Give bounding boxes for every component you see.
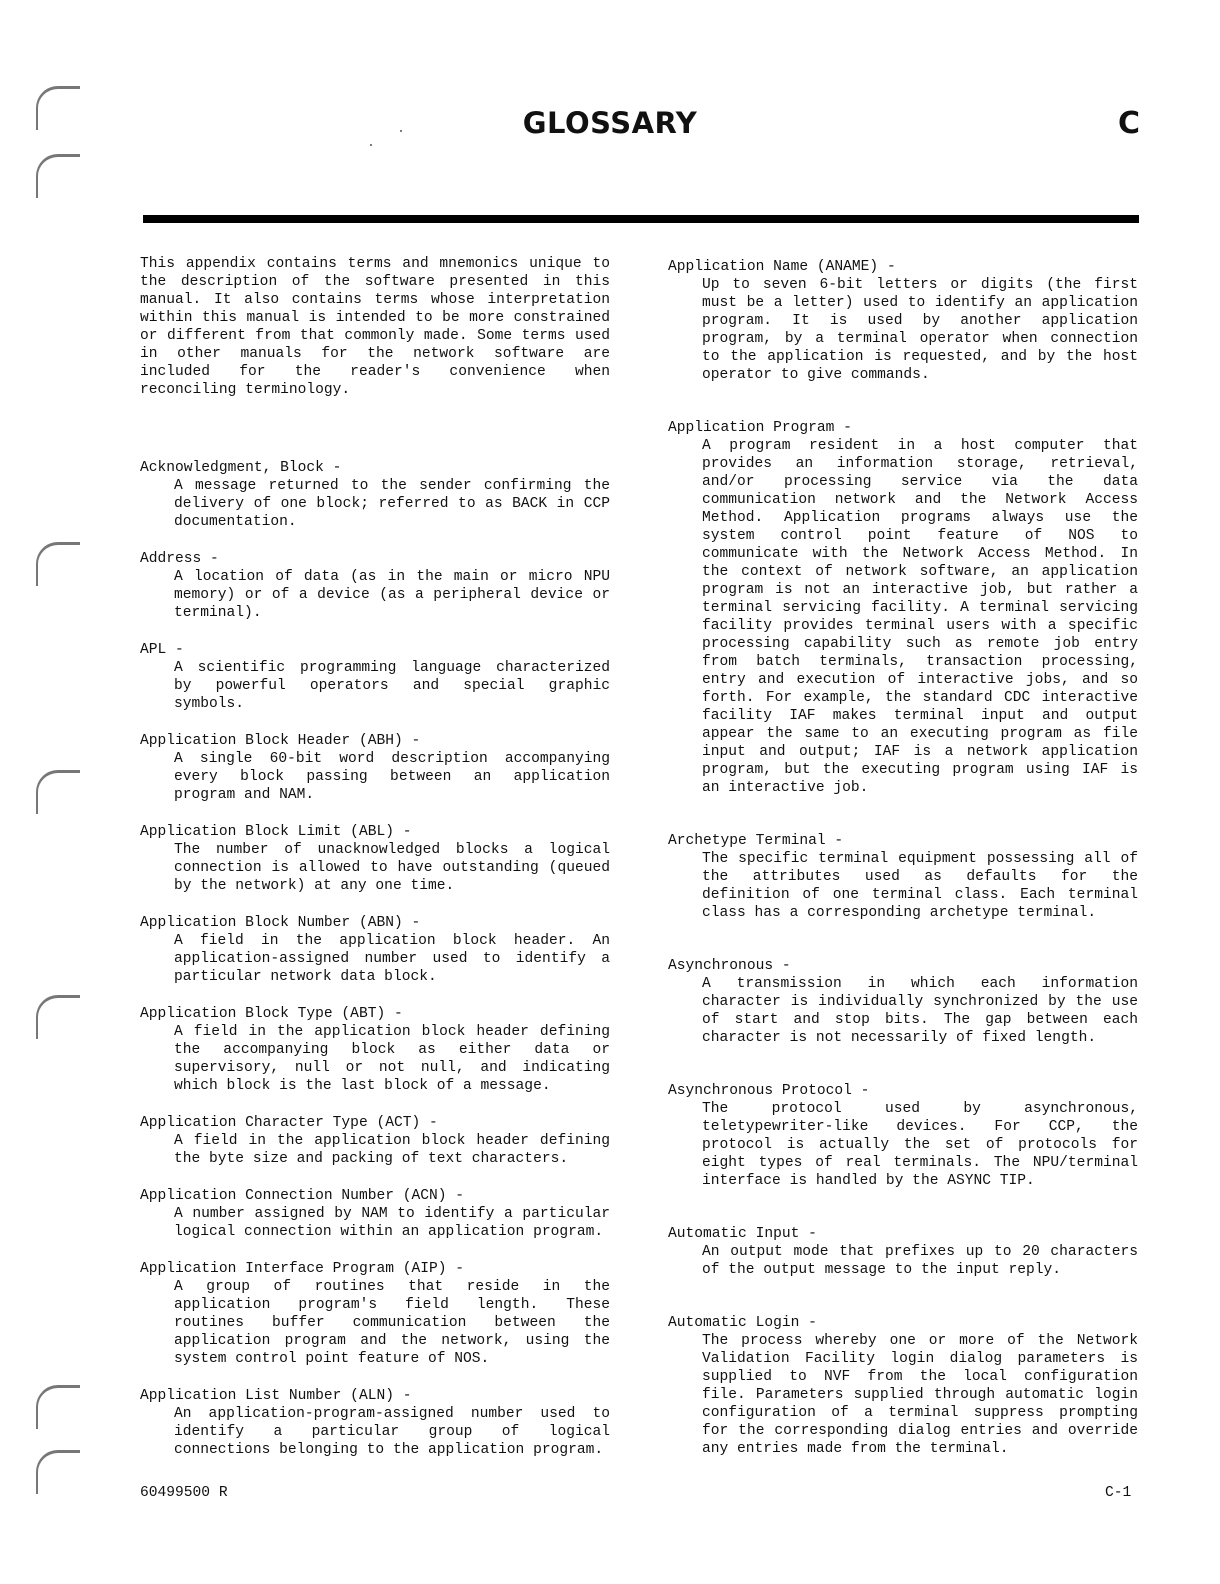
document-number: 60499500 R bbox=[140, 1485, 228, 1501]
glossary-term: Asynchronous - bbox=[668, 958, 791, 974]
glossary-term: Application Block Number (ABN) - bbox=[140, 915, 421, 931]
glossary-entry bbox=[140, 1114, 610, 1168]
glossary-term: Automatic Input - bbox=[668, 1226, 817, 1242]
glossary-term: Application Block Limit (ABL) - bbox=[140, 824, 412, 840]
glossary-entry bbox=[140, 1387, 610, 1459]
glossary-definition: The number of unacknowledged blocks a logical connection is allowed to have outstanding (queued by the network) at any one time. bbox=[174, 842, 610, 894]
glossary-definition: A number assigned by NAM to identify a particular logical connection within an application program. bbox=[174, 1206, 610, 1240]
glossary-term: Application List Number (ALN) - bbox=[140, 1388, 412, 1404]
glossary-definition: A field in the application block header. An application-assigned number used to identify a particular network data block. bbox=[174, 933, 610, 985]
glossary-entry bbox=[140, 914, 610, 986]
glossary-definition: A scientific programming language characterized by powerful operators and special graphic symbols. bbox=[174, 660, 610, 712]
glossary-entry bbox=[140, 1187, 610, 1241]
glossary-entry bbox=[668, 1314, 1138, 1458]
glossary-term: Application Name (ANAME) - bbox=[668, 259, 896, 275]
glossary-definition: The process whereby one or more of the Network Validation Facility login dialog parameters is supplied to NVF from the local configuration file. Parameters supplied through automatic login configuration of a terminal suppress prompting for the corresponding dialog entries and override any entries made from the terminal. bbox=[702, 1333, 1138, 1457]
glossary-entry bbox=[668, 1225, 1138, 1279]
glossary-entry bbox=[668, 258, 1138, 384]
right-column bbox=[668, 258, 1138, 1493]
glossary-term: Automatic Login - bbox=[668, 1315, 817, 1331]
glossary-definition: An application-program-assigned number used to identify a particular group of logical connections belonging to the application program. bbox=[174, 1406, 610, 1458]
header-rule bbox=[143, 215, 1139, 223]
glossary-definition: A single 60-bit word description accompanying every block passing between an application program and NAM. bbox=[174, 751, 610, 803]
punch-hole-mark bbox=[36, 1385, 80, 1429]
glossary-entry bbox=[668, 832, 1138, 922]
appendix-letter: C bbox=[1118, 106, 1141, 141]
glossary-term: Application Interface Program (AIP) - bbox=[140, 1261, 465, 1277]
glossary-term: Asynchronous Protocol - bbox=[668, 1083, 870, 1099]
glossary-definition: Up to seven 6-bit letters or digits (the first must be a letter) used to identify an application program. It is used by another application program, by a terminal operator when connection to the application is requested, and by the host operator to give commands. bbox=[702, 277, 1138, 383]
left-column bbox=[140, 255, 610, 1478]
glossary-definition: A transmission in which each information character is individually synchronized by the use of start and stop bits. The gap between each character is not necessarily of fixed length. bbox=[702, 976, 1138, 1046]
glossary-term: Application Program - bbox=[668, 420, 852, 436]
glossary-definition: A message returned to the sender confirming the delivery of one block; referred to as BACK in CCP documentation. bbox=[174, 478, 610, 530]
glossary-entry bbox=[140, 1005, 610, 1095]
glossary-entry bbox=[140, 1260, 610, 1368]
glossary-entry bbox=[140, 732, 610, 804]
glossary-definition: An output mode that prefixes up to 20 characters of the output message to the input reply. bbox=[702, 1244, 1138, 1278]
glossary-term: Address - bbox=[140, 551, 219, 567]
glossary-definition: The specific terminal equipment possessing all of the attributes used as defaults for the definition of one terminal class. Each terminal class has a corresponding archetype terminal. bbox=[702, 851, 1138, 921]
scan-speck bbox=[370, 144, 372, 146]
punch-hole-mark bbox=[36, 154, 80, 198]
punch-hole-mark bbox=[36, 995, 80, 1039]
glossary-entry bbox=[140, 641, 610, 713]
glossary-term: Application Character Type (ACT) - bbox=[140, 1115, 438, 1131]
glossary-definition: A field in the application block header defining the byte size and packing of text characters. bbox=[174, 1133, 610, 1167]
glossary-term: Acknowledgment, Block - bbox=[140, 460, 342, 476]
glossary-term: Archetype Terminal - bbox=[668, 833, 844, 849]
glossary-entry bbox=[140, 459, 610, 531]
glossary-term: APL - bbox=[140, 642, 184, 658]
glossary-definition: A program resident in a host computer that provides an information storage, retrieval, and/or processing service via the data communication network and the Network Access Method. Application programs always use the system control point feature of NOS to communicate with the Network Access Method. In the context of network software, an application program is not an interactive job, but rather a terminal servicing facility. A terminal servicing facility provides terminal users with a specific processing capability such as remote job entry from batch terminals, transaction processing, entry and execution of interactive jobs, and so forth. For example, the standard CDC interactive facility IAF makes terminal input and output appear the same to an executing program as file input and output; IAF is a network application program, but the executing program using IAF is an interactive job. bbox=[702, 438, 1138, 796]
glossary-definition: The protocol used by asynchronous, teletypewriter-like devices. For CCP, the protocol is actually the set of protocols for eight types of real terminals. The NPU/terminal interface is handled by the ASYNC TIP. bbox=[702, 1101, 1138, 1189]
punch-hole-mark bbox=[36, 1450, 80, 1494]
glossary-entry bbox=[140, 550, 610, 622]
glossary-term: Application Block Header (ABH) - bbox=[140, 733, 421, 749]
page-title: GLOSSARY bbox=[522, 106, 698, 140]
glossary-term: Application Connection Number (ACN) - bbox=[140, 1188, 465, 1204]
glossary-definition: A group of routines that reside in the application program's field length. These routines buffer communication between the application program and the network, using the system control point feature of NOS. bbox=[174, 1279, 610, 1367]
glossary-definition: A field in the application block header defining the accompanying block as either data or supervisory, null or not null, and indicating which block is the last block of a message. bbox=[174, 1024, 610, 1094]
glossary-term: Application Block Type (ABT) - bbox=[140, 1006, 403, 1022]
glossary-entry bbox=[668, 1082, 1138, 1190]
punch-hole-mark bbox=[36, 770, 80, 814]
glossary-entry bbox=[668, 957, 1138, 1047]
page-number: C-1 bbox=[1105, 1485, 1132, 1501]
glossary-entry bbox=[140, 823, 610, 895]
intro-paragraph: This appendix contains terms and mnemonics unique to the description of the software presented in this manual. It also contains terms whose interpretation within this manual is intended to be more constrained or different from that commonly made. Some terms used in other manuals for the network software are included for the reader's convenience when reconciling terminology. bbox=[140, 256, 610, 398]
glossary-definition: A location of data (as in the main or micro NPU memory) or of a device (as a peripheral device or terminal). bbox=[174, 569, 610, 621]
punch-hole-mark bbox=[36, 542, 80, 586]
glossary-entry bbox=[668, 419, 1138, 797]
